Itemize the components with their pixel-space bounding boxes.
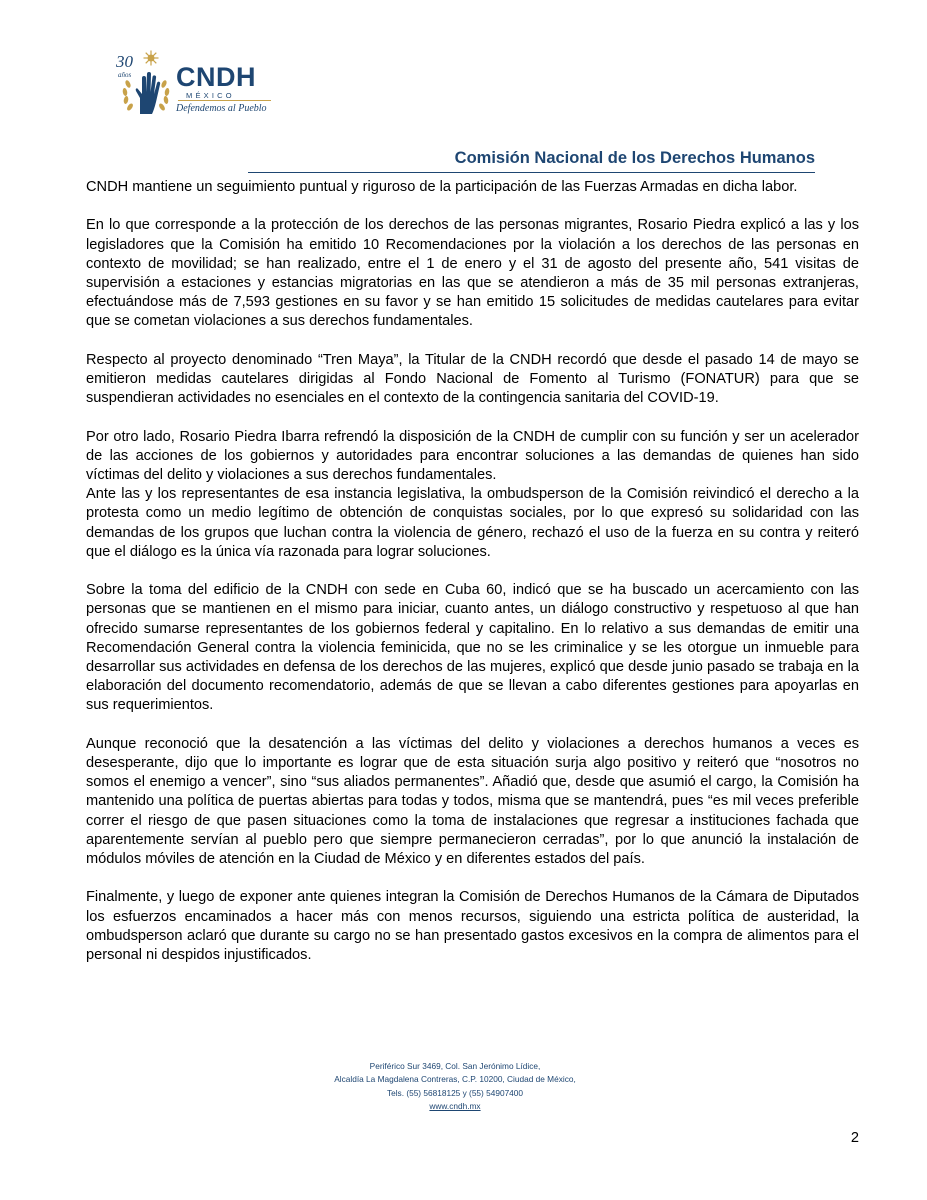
logo-anniversary-sub: años xyxy=(118,71,132,79)
paragraph: Respecto al proyecto denominado “Tren Maya”, la Titular de la CNDH recordó que desde el pasado 14 de mayo se emitieron medidas cautelares dirigidas al Fondo Nacional de Fomento al Turismo (FONATUR) para que se suspendieran actividades no esenciales en el contexto de la contingencia sanitaria del COVID-19. xyxy=(86,351,859,407)
paragraph: Aunque reconoció que la desatención a las víctimas del delito y violaciones a derechos humanos a veces es desesperante, dijo que lo importante es lograr que de esta situación surja algo positivo y reiteró que “nosotros no somos el enemigo a vencer”, sino “sus aliados permanentes”. Añadió que, desde que asumió el cargo, la Comisión ha mantenido una política de puertas abiertas para todas y todos, misma que se mantendrá, pues “es mil veces preferible correr el riesgo de que pasen situaciones como la toma de instalaciones que regresar a instituciones fachada que aparentemente servían al pueblo pero que siempre permanecieron cerradas”, por lo que anunció la instalación de módulos móviles de atención en la Ciudad de México y en diferentes estados del país. xyxy=(86,735,859,868)
logo-anniversary: 30 xyxy=(116,52,133,71)
hand-emblem-icon xyxy=(118,64,174,118)
logo-country: MÉXICO xyxy=(186,91,235,100)
paragraph: Sobre la toma del edificio de la CNDH con sede en Cuba 60, indicó que se ha buscado un acercamiento con las personas que se mantienen en el mismo para iniciar, cuanto antes, un diálogo constructivo y respetuoso al que han ofrecido sumarse representantes de los gobiernos federal y capitalino. En lo relativo a sus demandas de emitir una Recomendación General contra la violencia feminicida, que no se les criminalice y se les otorgue un inmueble para desarrollar sus actividades en defensa de los derechos de las mujeres, explicó que desde junio pasado se trabaja en la elaboración del documento recomendatorio, además de que se llevan a cabo diferentes gestiones para apoyarlas en sus requerimientos. xyxy=(86,582,859,714)
footer-address-line: Periférico Sur 3469, Col. San Jerónimo Lídice, xyxy=(369,1061,541,1071)
header-divider xyxy=(248,172,815,173)
page-number: 2 xyxy=(850,1130,859,1146)
organization-title: Comisión Nacional de los Derechos Humanos xyxy=(454,149,815,167)
paragraph: Finalmente, y luego de exponer ante quienes integran la Comisión de Derechos Humanos de la Cámara de Diputados los esfuerzos encaminados a hacer más con menos recursos, siguiendo una estricta política de austeridad, la ombudsperson aclaró que durante su cargo no se han presentado gastos excesivos en la compra de alimentos para el personal ni despidos injustificados. xyxy=(86,889,859,964)
logo-name: CNDH xyxy=(176,62,256,92)
paragraph: CNDH mantiene un seguimiento puntual y riguroso de la participación de las Fuerzas Armadas en dicha labor. xyxy=(86,179,798,195)
paragraph: Ante las y los representantes de esa instancia legislativa, la ombudsperson de la Comisión reivindicó el derecho a la protesta como un medio legítimo de obtención de conquistas sociales, por lo que expresó su solidaridad con las demandas de los grupos que luchan contra la violencia de género, rechazó el uso de la fuerza en su contra y reiteró que el diálogo es la única vía razonada para lograr soluciones. xyxy=(86,486,859,560)
footer-address-line: Alcaldía La Magdalena Contreras, C.P. 10200, Ciudad de México, xyxy=(334,1074,576,1085)
footer-phones: Tels. (55) 56818125 y (55) 54907400 xyxy=(386,1087,524,1098)
logo-divider xyxy=(178,100,271,101)
footer-address-block xyxy=(240,1060,670,1114)
document-body xyxy=(86,178,859,984)
website-link[interactable]: www.cndh.mx xyxy=(429,1101,481,1112)
paragraph: En lo que corresponde a la protección de los derechos de las personas migrantes, Rosario Piedra explicó a las y los legisladores que la Comisión ha emitido 10 Recomendaciones por la violación a los derechos de las personas en contexto de movilidad; se han realizado, entre el 1 de enero y el 31 de agosto del presente año, 541 visitas de supervisión a estaciones y estancias migratorias en las que se atendieron a más de 35 mil personas extranjeras, efectuándose más de 7,593 gestiones en su favor y se han emitido 15 solicitudes de medidas cautelares para evitar que se cometan violaciones a sus derechos fundamentales. xyxy=(86,217,859,330)
cndh-logo xyxy=(110,50,285,120)
logo-motto: Defendemos al Pueblo xyxy=(176,103,267,114)
paragraph: Por otro lado, Rosario Piedra Ibarra refrendó la disposición de la CNDH de cumplir con su función y ser un acelerador de las acciones de los gobiernos y autoridades para encontrar soluciones a las demandas de quienes han sido víctimas del delito y violaciones a sus derechos fundamentales. xyxy=(86,428,859,483)
